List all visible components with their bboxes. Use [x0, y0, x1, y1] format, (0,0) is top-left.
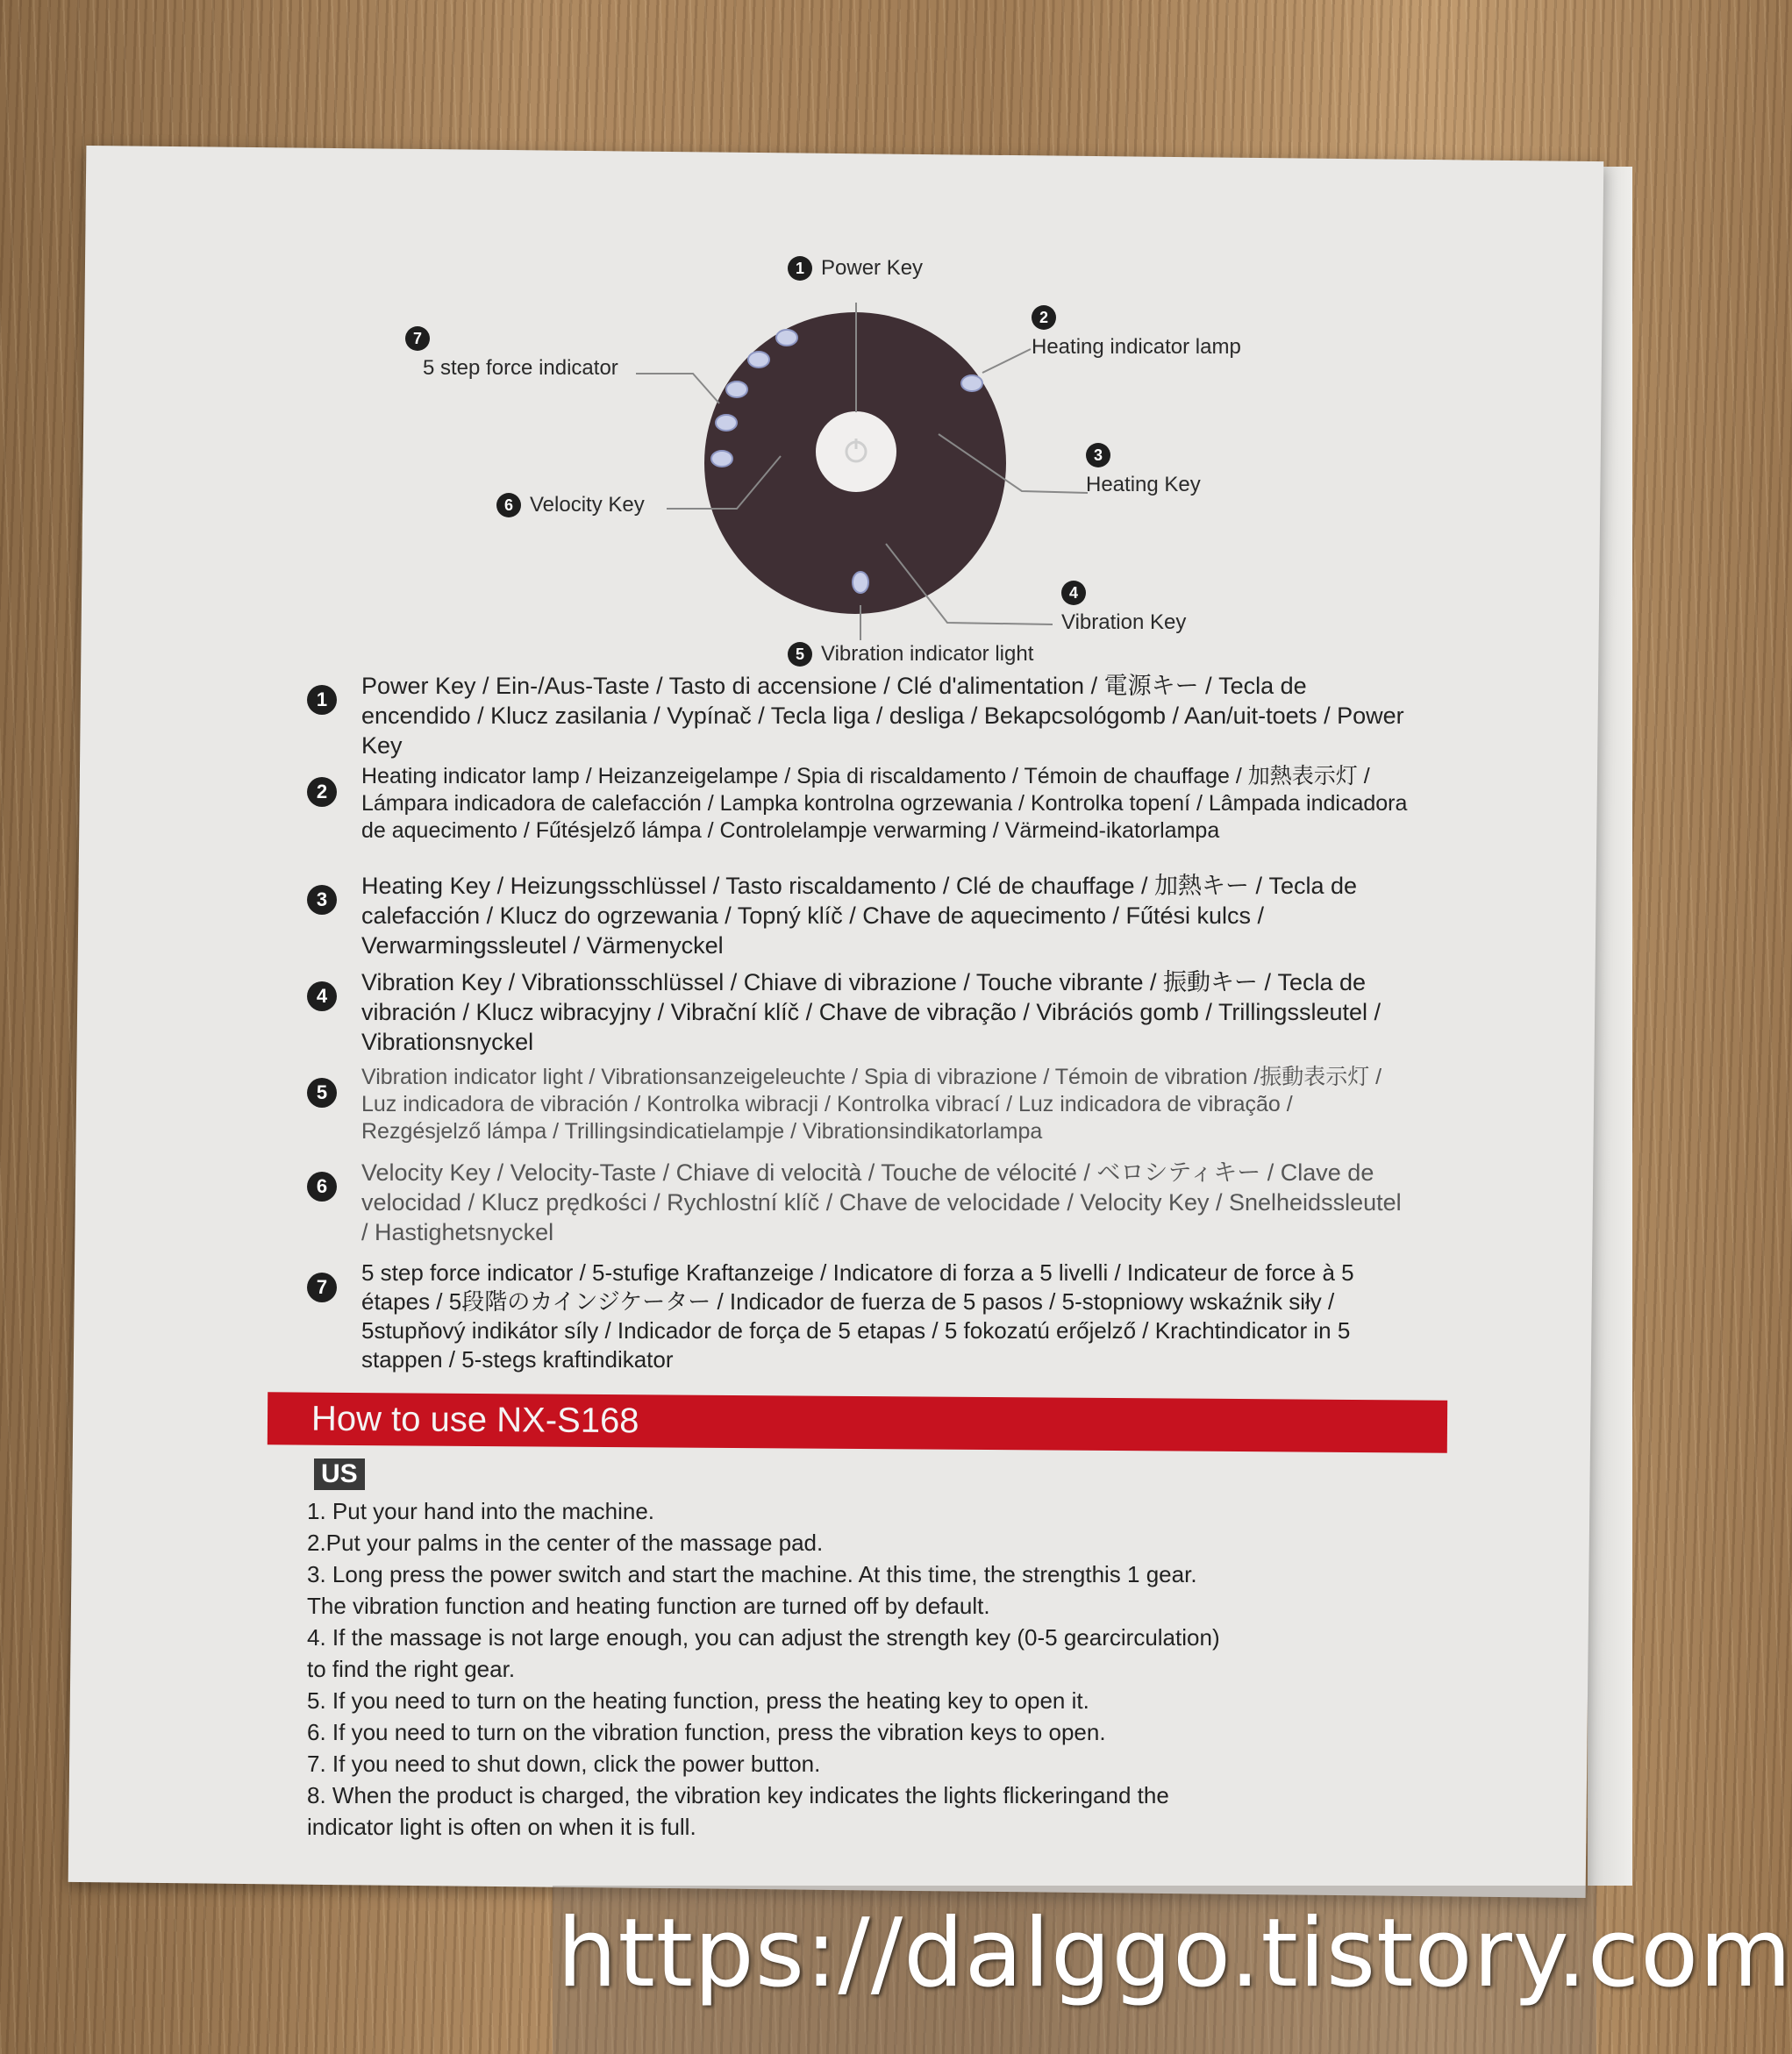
- number-badge: 3: [1086, 443, 1110, 467]
- step-line: 7. If you need to shut down, click the power button.: [307, 1751, 821, 1777]
- step-line: indicator light is often on when it is full.: [307, 1814, 696, 1840]
- callout-vibration-light: [788, 642, 1033, 667]
- step-line: 4. If the massage is not large enough, you can adjust the strength key (0-5 gearcirculation): [307, 1624, 1220, 1651]
- legend-item: [307, 763, 1412, 845]
- number-badge: 2: [1032, 305, 1056, 330]
- legend-item: [307, 1259, 1412, 1374]
- legend-item: [307, 871, 1412, 960]
- callout-label: Vibration Key: [1061, 610, 1187, 634]
- power-key-button: [816, 411, 896, 492]
- number-badge: 5: [788, 642, 812, 667]
- callout-label: Power Key: [821, 256, 924, 280]
- legend-text: Vibration indicator light / Vibrationsanzeigeleuchte / Spia di vibrazione / Témoin de vibration /振動表示灯 / Luz indicadora de vibración / Kontrolka wibracji / Kontrolka vibrací / Luz indicadora de vibração / Rezgésjelző lámpa / Trillingsindicatielampje / Vibrationsindikatorlampa: [361, 1065, 1382, 1144]
- legend-text: Heating Key / Heizungsschlüssel / Tasto riscaldamento / Clé de chauffage / 加熱キー / Tecla de calefacción / Klucz do ogrzewania / Topný klíč / Chave de aquecimento / Fűtési kulcs / Verwarmingssleutel / Värmenyckel: [361, 873, 1358, 959]
- number-badge: 1: [307, 685, 337, 715]
- watermark-url: https://dalggo.tistory.com: [557, 1899, 1792, 2008]
- heating-indicator-led: [961, 375, 982, 391]
- callout-force-indicator: [405, 326, 618, 381]
- step-line: The vibration function and heating function are turned off by default.: [307, 1593, 990, 1619]
- step-line: 5. If you need to turn on the heating function, press the heating key to open it.: [307, 1687, 1089, 1714]
- language-badge: US: [314, 1458, 365, 1490]
- legend-item: [307, 967, 1412, 1057]
- legend-item: [307, 671, 1412, 760]
- howto-steps: [307, 1495, 1316, 1843]
- device-diagram: [0, 0, 1632, 684]
- number-badge: 6: [307, 1172, 337, 1202]
- legend-text: 5 step force indicator / 5-stufige Kraftanzeige / Indicatore di forza a 5 livelli / Indicateur de force à 5 étapes / 5段階のカインジケーター / Indicador de fuerza de 5 pasos / 5-stopniowy wskaźnik siły / 5stupňový indikátor síly / Indicador de força de 5 etapas / 5 fokozatú erőjelző / Krachtindicator in 5 stappen / 5-stegs kraftindikator: [361, 1259, 1354, 1373]
- number-badge: 1: [788, 256, 812, 281]
- callout-label: Heating Key: [1086, 473, 1201, 496]
- step-line: 3. Long press the power switch and start the machine. At this time, the strengthis 1 gear.: [307, 1561, 1197, 1587]
- step-line: 8. When the product is charged, the vibration key indicates the lights flickeringand the: [307, 1782, 1169, 1808]
- step-line: to find the right gear.: [307, 1656, 516, 1682]
- step-line: 1. Put your hand into the machine.: [307, 1498, 655, 1524]
- step-line: 6. If you need to turn on the vibration function, press the vibration keys to open.: [307, 1719, 1106, 1745]
- number-badge: 4: [307, 981, 337, 1011]
- howto-banner: [268, 1392, 1447, 1452]
- callout-heating-lamp: [1032, 305, 1241, 360]
- callout-label: Vibration indicator light: [821, 642, 1034, 666]
- callout-power-key: [788, 256, 923, 281]
- legend-text: Vibration Key / Vibrationsschlüssel / Chiave di vibrazione / Touche vibrante / 振動キー / Tecla de vibración / Klucz wibracyjny / Vibrační klíč / Chave de vibração / Vibrációs gomb / Trillingssleutel / Vibrationsnyckel: [361, 969, 1381, 1055]
- callout-vibration-key: [1061, 581, 1186, 635]
- legend-item: [307, 1064, 1412, 1145]
- number-badge: 7: [405, 326, 430, 351]
- callout-heating-key: [1086, 443, 1201, 497]
- callout-label: 5 step force indicator: [423, 356, 618, 380]
- callout-label: Heating indicator lamp: [1032, 335, 1241, 359]
- legend-text: Velocity Key / Velocity-Taste / Chiave di velocità / Touche de vélocité / ベロシティキー / Clave de velocidad / Klucz prędkości / Rychlostní klíč / Chave de velocidade / Velocity Key / Snelheidssleutel / Hastighetsnyckel: [361, 1159, 1402, 1245]
- callout-velocity-key: [496, 493, 645, 517]
- callout-label: Velocity Key: [530, 493, 645, 517]
- howto-title: How to use NX-S168: [311, 1399, 639, 1441]
- legend-text: Heating indicator lamp / Heizanzeigelampe / Spia di riscaldamento / Témoin de chauffage / 加熱表示灯 / Lámpara indicadora de calefacción / Lampka kontrolna ogrzewania / Kontrolka topení / Lâmpada indicadora de aquecimento / Fűtésjelző lámpa / Controlelampje verwarming / Värmeind-ikatorlampa: [361, 764, 1408, 843]
- number-badge: 2: [307, 777, 337, 807]
- vibration-indicator-led: [853, 572, 868, 593]
- number-badge: 4: [1061, 581, 1086, 605]
- number-badge: 7: [307, 1273, 337, 1302]
- legend-text: Power Key / Ein-/Aus-Taste / Tasto di accensione / Clé d'alimentation / 電源キー / Tecla de encendido / Klucz zasilania / Vypínač / Tecla liga / desliga / Bekapcsológomb / Aan/uit-toets / Power Key: [361, 673, 1404, 759]
- step-line: 2.Put your palms in the center of the massage pad.: [307, 1530, 824, 1556]
- number-badge: 5: [307, 1078, 337, 1108]
- number-badge: 6: [496, 493, 521, 517]
- legend-item: [307, 1158, 1412, 1247]
- number-badge: 3: [307, 885, 337, 915]
